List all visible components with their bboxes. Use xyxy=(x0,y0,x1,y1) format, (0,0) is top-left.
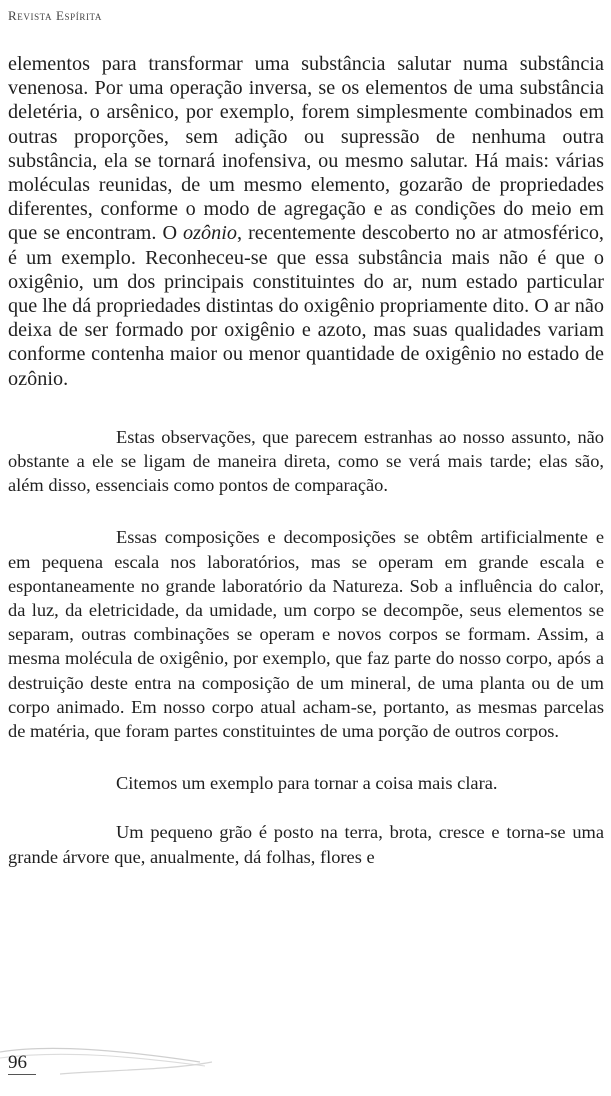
paragraph-4: Citemos um exemplo para tornar a coisa mais clara. xyxy=(116,773,498,794)
paragraph-1 xyxy=(8,52,604,391)
page-body xyxy=(8,52,604,869)
paragraph-1-text-b: , recentemente descoberto no ar atmosférico, é um exemplo. Reconheceu-se que essa substância mais não é que o oxigênio, um dos principais constituintes do ar, num estado particular que lhe dá propriedades distintas do oxigênio propriamente dito. O ar não deixa de ser formado por oxigênio e azoto, mas suas qualidades variam conforme contenha maior ou menor quantidade de oxigênio no estado de ozônio. xyxy=(8,222,605,390)
running-header: Revista Espírita xyxy=(8,8,103,23)
paragraph-3: Essas composições e decomposições se obtêm artificialmente e em pequena escala nos laboratórios, mas se operam em grande escala e espontaneamente no grande laboratório da Natureza. Sob a influência do calor, da luz, da eletricidade, da umidade, um corpo se decompõe, seus elementos se separam, outras combinações se operam e novos corpos se formam. Assim, a mesma molécula de oxigênio, por exemplo, que faz parte do nosso corpo, após a destruição deste entra na composição de um mineral, de uma planta ou de um corpo animado. Em nosso corpo atual acham-se, portanto, as mesmas parcelas de matéria, que foram partes constituintes de uma porção de outros corpos. xyxy=(8,527,604,742)
page-number: 96 xyxy=(8,1052,27,1073)
paragraph-1-italic-term: ozônio xyxy=(183,222,238,245)
paragraph-1-text-a: elementos para transformar uma substância salutar numa substância venenosa. Por uma operação inversa, se os elementos de uma substância deletéria, o arsênico, por exemplo, forem simplesmente combinados em outras proporções, sem adição ou supressão de nenhuma outra substância, ela se tornará inofensiva, ou mesmo salutar. Há mais: várias moléculas reunidas, de um mesmo elemento, gozarão de propriedades diferentes, conforme o modo de agregação e as condições do meio em que se encontram. O xyxy=(8,53,604,245)
paragraph-5: Um pequeno grão é posto na terra, brota, cresce e torna-se uma grande árvore que, anualmente, dá folhas, flores e xyxy=(8,822,604,867)
paragraph-2: Estas observações, que parecem estranhas ao nosso assunto, não obstante a ele se ligam de maneira direta, como se verá mais tarde; elas são, além disso, essenciais como pontos de comparação. xyxy=(8,426,604,496)
page-number-rule xyxy=(8,1074,36,1075)
